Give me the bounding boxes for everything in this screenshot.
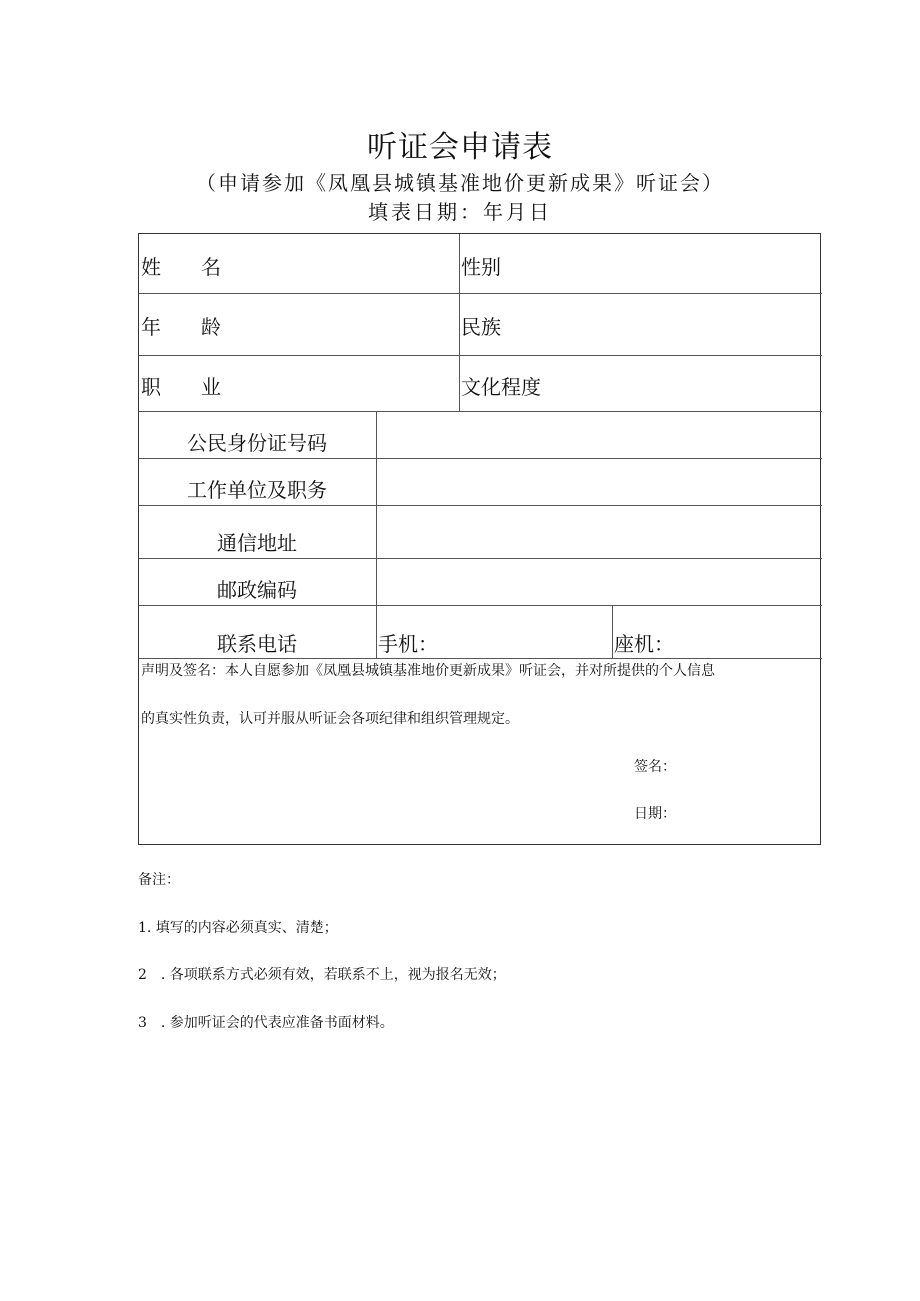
row-divider (139, 293, 822, 294)
row-divider (139, 411, 822, 412)
form-subtitle: （申请参加《凤凰县城镇基准地价更新成果》听证会） (196, 171, 724, 195)
row-divider (139, 605, 822, 606)
signature-label: 签名： (634, 759, 676, 775)
declaration-text: 声明及签名：本人自愿参加《凤凰县城镇基准地价更新成果》听证会，并对所提供的个人信息 (141, 663, 715, 679)
gender-label: 性别 (461, 255, 501, 279)
address-label: 通信地址 (217, 531, 297, 555)
occupation-label: 职 业 (141, 375, 221, 399)
phone-label: 联系电话 (217, 632, 297, 656)
row-divider (139, 505, 822, 506)
date-label: 日期： (634, 806, 676, 822)
note-item: 1. 填写的内容必须真实、清楚； (138, 920, 338, 936)
id-number-label: 公民身份证号码 (187, 431, 327, 455)
column-divider (459, 234, 460, 411)
employer-label: 工作单位及职务 (187, 478, 327, 502)
ethnicity-label: 民族 (461, 315, 501, 339)
form-title: 听证会申请表 (367, 130, 553, 165)
name-label: 姓 名 (141, 255, 221, 279)
postcode-label: 邮政编码 (217, 578, 297, 602)
fill-date: 填表日期：年月日 (368, 200, 552, 224)
note-item: 2 . 各项联系方式必须有效，若联系不上，视为报名无效； (138, 967, 506, 983)
declaration-text: 的真实性负责，认可并服从听证会各项纪律和组织管理规定。 (141, 711, 519, 727)
note-item: 3 . 参加听证会的代表应准备书面材料。 (138, 1015, 394, 1031)
landline-label: 座机： (614, 632, 674, 656)
notes-heading: 备注： (138, 872, 180, 888)
column-divider (612, 605, 613, 658)
row-divider (139, 458, 822, 459)
application-form-table (138, 233, 821, 845)
row-divider (139, 355, 822, 356)
mobile-label: 手机： (378, 632, 438, 656)
column-divider (376, 411, 377, 658)
row-divider (139, 658, 822, 659)
age-label: 年 龄 (141, 315, 221, 339)
education-label: 文化程度 (461, 375, 541, 399)
row-divider (139, 558, 822, 559)
